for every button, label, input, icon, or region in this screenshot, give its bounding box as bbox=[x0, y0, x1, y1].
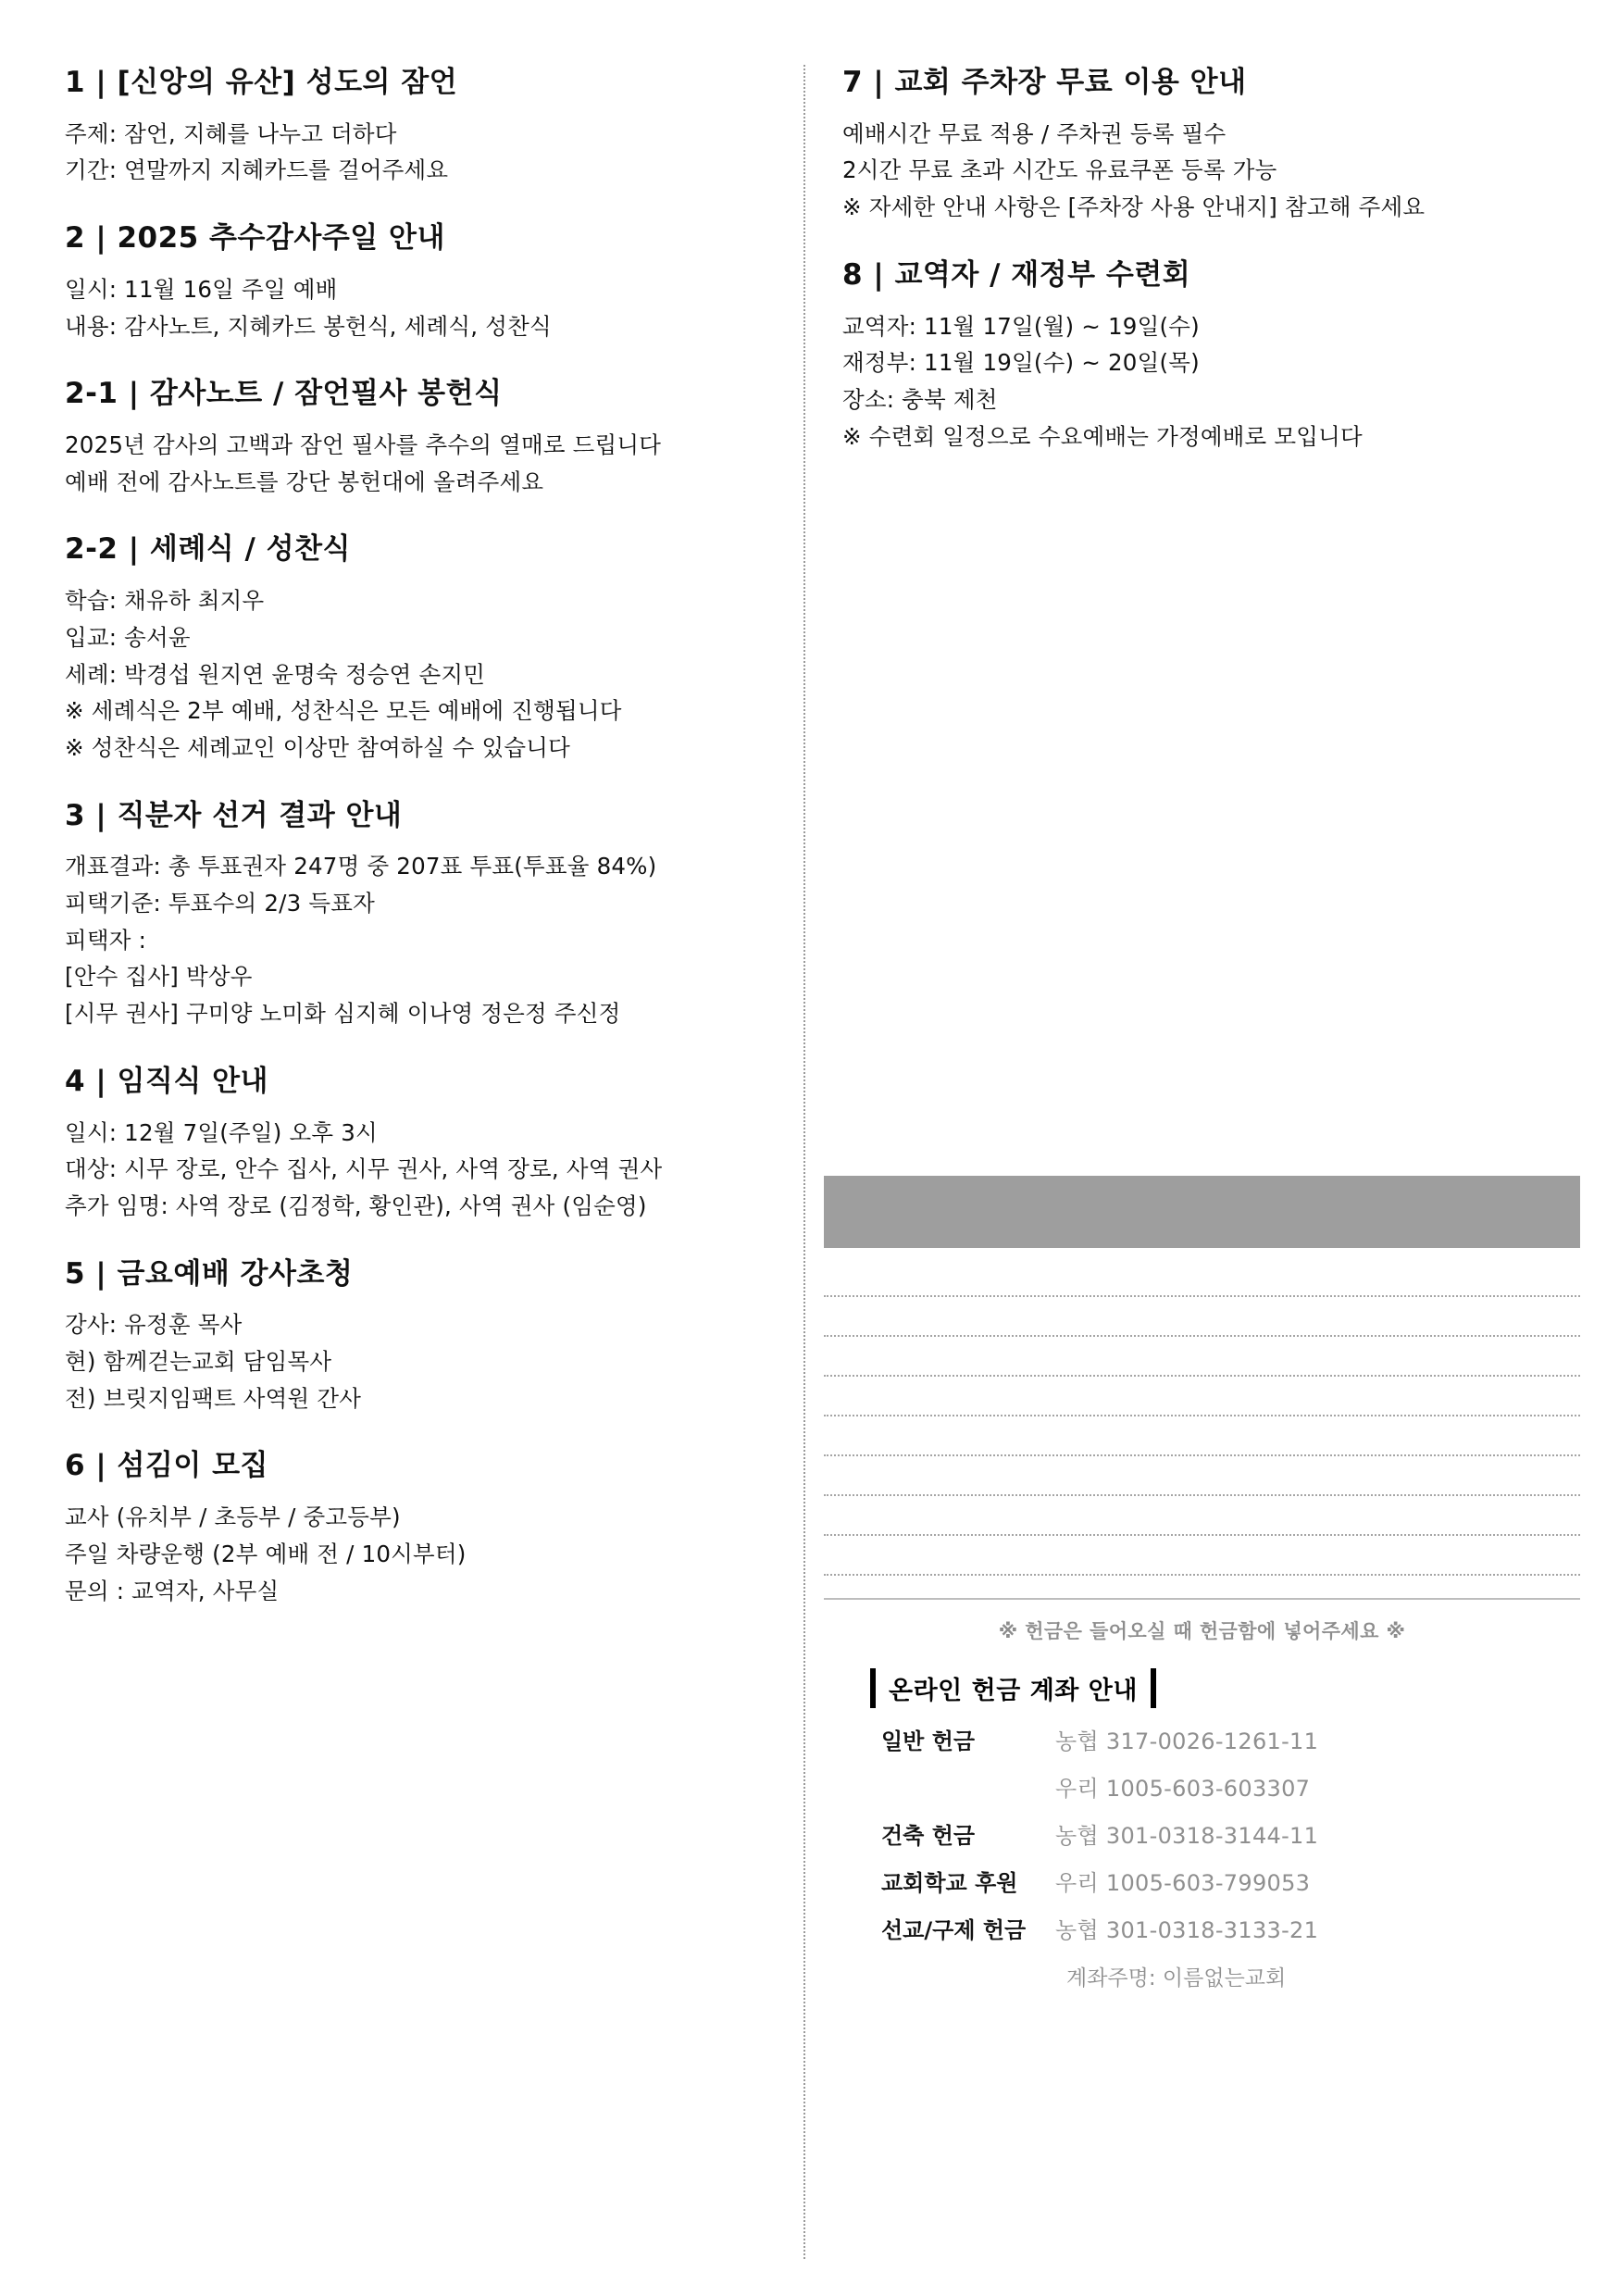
section-line: 세례: 박경섭 원지연 윤명숙 정승연 손지민 bbox=[65, 660, 486, 688]
section-ordination-ceremony bbox=[65, 1064, 778, 1225]
section-line: 예배 전에 감사노트를 강단 봉헌대에 올려주세요 bbox=[65, 468, 544, 495]
section-line: ※ 세례식은 2부 예배, 성찬식은 모든 예배에 진행됩니다 bbox=[65, 697, 622, 725]
notes-area bbox=[824, 1176, 1580, 1991]
account-owner: 계좌주명: 이름없는교회 bbox=[1066, 1966, 1287, 1990]
account-number: 농협 317-0026-1261-11 bbox=[1055, 1728, 1319, 1754]
section-line: 현) 함께걷는교회 담임목사 bbox=[65, 1348, 332, 1375]
section-line: 예배시간 무료 적용 / 주차권 등록 필수 bbox=[842, 119, 1227, 147]
section-baptism-communion bbox=[65, 531, 778, 766]
section-line: 2025년 감사의 고백과 잠언 필사를 추수의 열매로 드립니다 bbox=[65, 431, 662, 458]
note-line[interactable] bbox=[824, 1496, 1580, 1536]
section-line: 개표결과: 총 투표권자 247명 중 207표 투표(투표율 84%) bbox=[65, 853, 657, 880]
note-line[interactable] bbox=[824, 1337, 1580, 1377]
section-line: 재정부: 11월 19일(수) ~ 20일(목) bbox=[842, 349, 1200, 377]
offering-note: ※ 헌금은 들어오실 때 헌금함에 넣어주세요 ※ bbox=[824, 1598, 1580, 1644]
section-line: 장소: 충북 제천 bbox=[842, 385, 998, 413]
note-line[interactable] bbox=[824, 1416, 1580, 1456]
section-line: 대상: 시무 장로, 안수 집사, 시무 권사, 사역 장로, 사역 권사 bbox=[65, 1155, 663, 1183]
section-line: 피택기준: 투표수의 2/3 득표자 bbox=[65, 890, 375, 917]
account-label: 선교/구제 헌금 bbox=[881, 1917, 1027, 1943]
section-line: 전) 브릿지임팩트 사역원 간사 bbox=[65, 1384, 362, 1412]
account-number: 농협 301-0318-3133-21 bbox=[1055, 1917, 1319, 1943]
section-title: 3 | 직분자 선거 결과 안내 bbox=[65, 798, 403, 832]
account-label: 건축 헌금 bbox=[881, 1823, 976, 1849]
section-title: 2 | 2025 추수감사주일 안내 bbox=[65, 221, 445, 256]
section-faith-heritage bbox=[65, 65, 778, 189]
account-row bbox=[870, 1723, 1580, 1755]
note-line[interactable] bbox=[824, 1377, 1580, 1416]
gray-header-block bbox=[824, 1176, 1580, 1248]
note-line[interactable] bbox=[824, 1297, 1580, 1337]
account-label: 일반 헌금 bbox=[881, 1728, 976, 1754]
account-row bbox=[870, 1912, 1580, 1944]
section-title: 6 | 섬김이 모집 bbox=[65, 1449, 268, 1483]
section-line: [시무 권사] 구미양 노미화 심지혜 이나영 정은정 주신정 bbox=[65, 1000, 621, 1028]
two-column-layout bbox=[65, 65, 1563, 2259]
section-line: 일시: 12월 7일(주일) 오후 3시 bbox=[65, 1118, 378, 1146]
section-line: 추가 임명: 사역 장로 (김정학, 황인관), 사역 권사 (임순영) bbox=[65, 1192, 647, 1219]
left-column bbox=[65, 65, 805, 2259]
section-line: 문의 : 교역자, 사무실 bbox=[65, 1577, 280, 1604]
section-line: 피택자 : bbox=[65, 926, 147, 954]
section-line: 일시: 11월 16일 주일 예배 bbox=[65, 275, 338, 303]
section-title: 8 | 교역자 / 재정부 수련회 bbox=[842, 257, 1191, 292]
section-title: 4 | 임직식 안내 bbox=[65, 1064, 268, 1098]
section-line: ※ 자세한 안내 사항은 [주차장 사용 안내지] 참고해 주세요 bbox=[842, 193, 1426, 221]
note-line[interactable] bbox=[824, 1536, 1580, 1576]
account-number: 우리 1005-603-603307 bbox=[1055, 1776, 1311, 1802]
section-line: 주제: 잠언, 지혜를 나누고 더하다 bbox=[65, 119, 397, 147]
account-row bbox=[870, 1770, 1580, 1803]
section-line: 입교: 송서윤 bbox=[65, 623, 191, 651]
account-label: 교회학교 후원 bbox=[881, 1870, 1018, 1896]
section-title: 5 | 금요예배 강사초청 bbox=[65, 1256, 354, 1291]
account-box-title: 온라인 헌금 계좌 안내 bbox=[870, 1668, 1156, 1708]
section-title: 1 | [신앙의 유산] 성도의 잠언 bbox=[65, 66, 458, 99]
section-line: ※ 수련회 일정으로 수요예배는 가정예배로 모입니다 bbox=[842, 422, 1363, 450]
section-line: 내용: 감사노트, 지혜카드 봉헌식, 세례식, 성찬식 bbox=[65, 312, 552, 340]
note-line[interactable] bbox=[824, 1257, 1580, 1297]
section-election-results bbox=[65, 798, 778, 1032]
account-number: 우리 1005-603-799053 bbox=[1055, 1870, 1311, 1896]
section-line: 학습: 채유하 최지우 bbox=[65, 587, 265, 615]
section-line: [안수 집사] 박상우 bbox=[65, 963, 253, 991]
section-line: 교사 (유치부 / 초등부 / 중고등부) bbox=[65, 1504, 401, 1531]
section-title: 2-2 | 세례식 / 성찬식 bbox=[65, 532, 351, 567]
section-line: 교역자: 11월 17일(월) ~ 19일(수) bbox=[842, 312, 1200, 340]
section-line: 주일 차량운행 (2부 예배 전 / 10시부터) bbox=[65, 1540, 467, 1567]
section-title: 7 | 교회 주차장 무료 이용 안내 bbox=[842, 66, 1247, 99]
section-thanksgiving-sunday bbox=[65, 220, 778, 344]
note-line[interactable] bbox=[824, 1456, 1580, 1496]
section-staff-retreat bbox=[842, 257, 1563, 455]
online-offering-accounts bbox=[824, 1668, 1580, 1991]
section-line: ※ 성찬식은 세례교인 이상만 참여하실 수 있습니다 bbox=[65, 733, 570, 761]
section-line: 강사: 유정훈 목사 bbox=[65, 1311, 243, 1339]
section-thanksgiving-note-dedication bbox=[65, 376, 778, 500]
section-title: 2-1 | 감사노트 / 잠언필사 봉헌식 bbox=[65, 377, 503, 411]
section-line: 기간: 연말까지 지혜카드를 걸어주세요 bbox=[65, 156, 449, 184]
account-number: 농협 301-0318-3144-11 bbox=[1055, 1823, 1319, 1849]
section-friday-worship-speaker bbox=[65, 1256, 778, 1417]
section-parking-info bbox=[842, 65, 1563, 226]
section-volunteer-recruitment bbox=[65, 1448, 778, 1609]
account-row bbox=[870, 1817, 1580, 1850]
section-line: 2시간 무료 초과 시간도 유료쿠폰 등록 가능 bbox=[842, 156, 1277, 184]
note-lines bbox=[824, 1257, 1580, 1576]
account-row bbox=[870, 1865, 1580, 1897]
right-column bbox=[805, 65, 1563, 2259]
